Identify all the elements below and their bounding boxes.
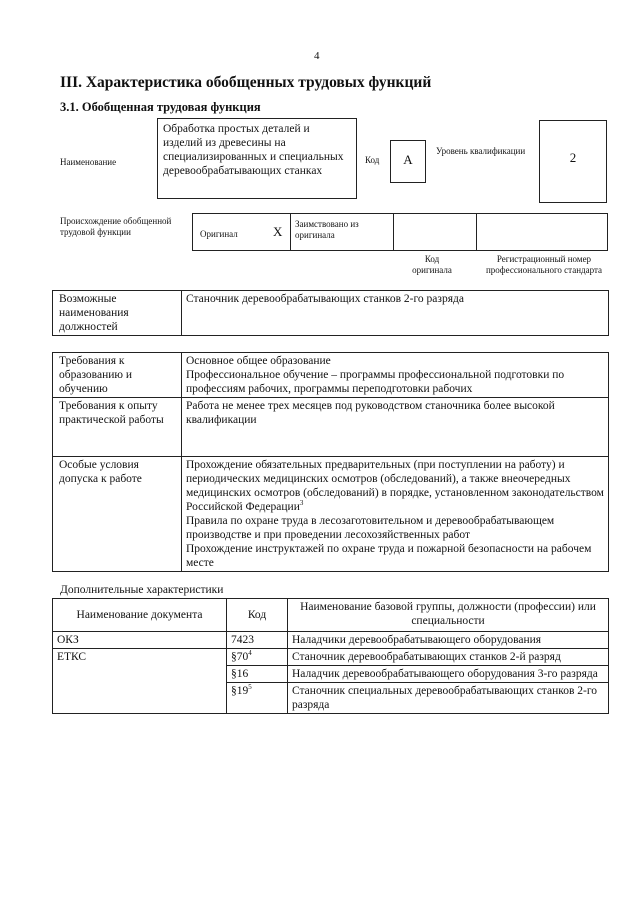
header-code: Код	[227, 599, 288, 632]
name-value-text: Обработка простых деталей и изделий из древесины на специализированных и специальных деревообрабатывающих станках	[163, 123, 344, 177]
row-code: $\S 70^4$	[227, 649, 288, 666]
requirement-education	[53, 353, 609, 398]
table-row	[53, 666, 609, 683]
requirement-label: Требования к опыту практической работы	[53, 398, 182, 457]
original-mark: X	[273, 224, 283, 239]
row-code: §16	[227, 666, 288, 683]
header-document: Наименование документа	[53, 599, 227, 632]
subsection-title: 3.1. Обобщенная трудовая функция	[60, 100, 261, 114]
level-value: 2	[569, 150, 577, 165]
row-document: ОКЗ	[53, 632, 227, 649]
additional-table	[52, 598, 609, 714]
requirement-line: Прохождение обязательных предварительных (при поступлении на работу) и периодических медицинских осмотров (обследований), а также внеочередных медицинских осмотров (обследований) в порядке, установленном законодательством Российской Федерации$^3$	[186, 459, 604, 513]
name-value	[157, 118, 357, 199]
row-code: 7423	[227, 632, 288, 649]
requirement-special	[53, 457, 609, 572]
borrowed-label: Заимствовано из оригинала	[295, 219, 359, 240]
level-label: Уровень квалификации	[436, 146, 526, 156]
requirement-value	[182, 353, 609, 398]
code-value: A	[403, 152, 413, 167]
requirement-line: Правила по охране труда в лесозаготовительном и деревообрабатывающем производстве и при проведении лесохозяйственных работ	[186, 515, 555, 541]
header-name: Наименование базовой группы, должности (профессии) или специальности	[288, 599, 609, 632]
row-name: Наладчик деревообрабатывающего оборудования 3-го разряда	[288, 666, 609, 683]
requirement-value	[182, 398, 609, 457]
requirement-line: Работа не менее трех месяцев под руководством станочника более высокой квалификации	[186, 400, 555, 426]
original-label: Оригинал	[200, 229, 238, 239]
requirements-table	[52, 352, 609, 572]
origin-divider-3	[476, 213, 477, 251]
additional-title: Дополнительные характеристики	[60, 584, 224, 596]
page-number: 4	[314, 50, 320, 62]
requirement-label: Требования к образованию и обучению	[53, 353, 182, 398]
positions-value: Станочник деревообрабатывающих станков 2-го разряда	[182, 291, 609, 336]
name-label: Наименование	[60, 157, 117, 167]
code-label: Код	[365, 155, 380, 165]
requirement-line: Основное общее образование	[186, 355, 331, 367]
requirement-line: Профессиональное обучение – программы профессиональной подготовки по профессиям рабочих, программы переподготовки рабочих	[186, 369, 565, 395]
positions-table	[52, 290, 609, 336]
row-document	[53, 666, 227, 683]
row-name: Станочник деревообрабатывающих станков 2-й разряд	[288, 649, 609, 666]
requirement-value	[182, 457, 609, 572]
row-name: Станочник специальных деревообрабатывающих станков 2-го разряда	[288, 683, 609, 714]
row-document	[53, 683, 227, 714]
origin-label: Происхождение обобщенной трудовой функции	[60, 216, 172, 237]
section-title: III. Характеристика обобщенных трудовых функций	[60, 74, 432, 91]
level-value-box	[539, 120, 607, 203]
footnote-mark: 3	[299, 499, 304, 508]
code-value-box	[390, 140, 426, 183]
reg-number-caption: Регистрационный номер профессионального стандарта	[485, 254, 603, 275]
row-name: Наладчики деревообрабатывающего оборудования	[288, 632, 609, 649]
origin-divider-2	[393, 213, 394, 251]
additional-header-row	[53, 599, 609, 632]
origin-table	[192, 213, 608, 251]
requirement-experience	[53, 398, 609, 457]
table-row	[53, 683, 609, 714]
requirement-label: Особые условия допуска к работе	[53, 457, 182, 572]
code-original-caption: Код оригинала	[412, 254, 452, 275]
row-document: ЕТКС	[53, 649, 227, 666]
table-row	[53, 649, 609, 666]
origin-divider-1	[290, 213, 291, 251]
row-code: $\S 19^5$	[227, 683, 288, 714]
table-row	[53, 632, 609, 649]
requirement-line: Прохождение инструктажей по охране труда и пожарной безопасности на рабочем месте	[186, 543, 592, 569]
positions-label: Возможные наименования должностей	[53, 291, 182, 336]
